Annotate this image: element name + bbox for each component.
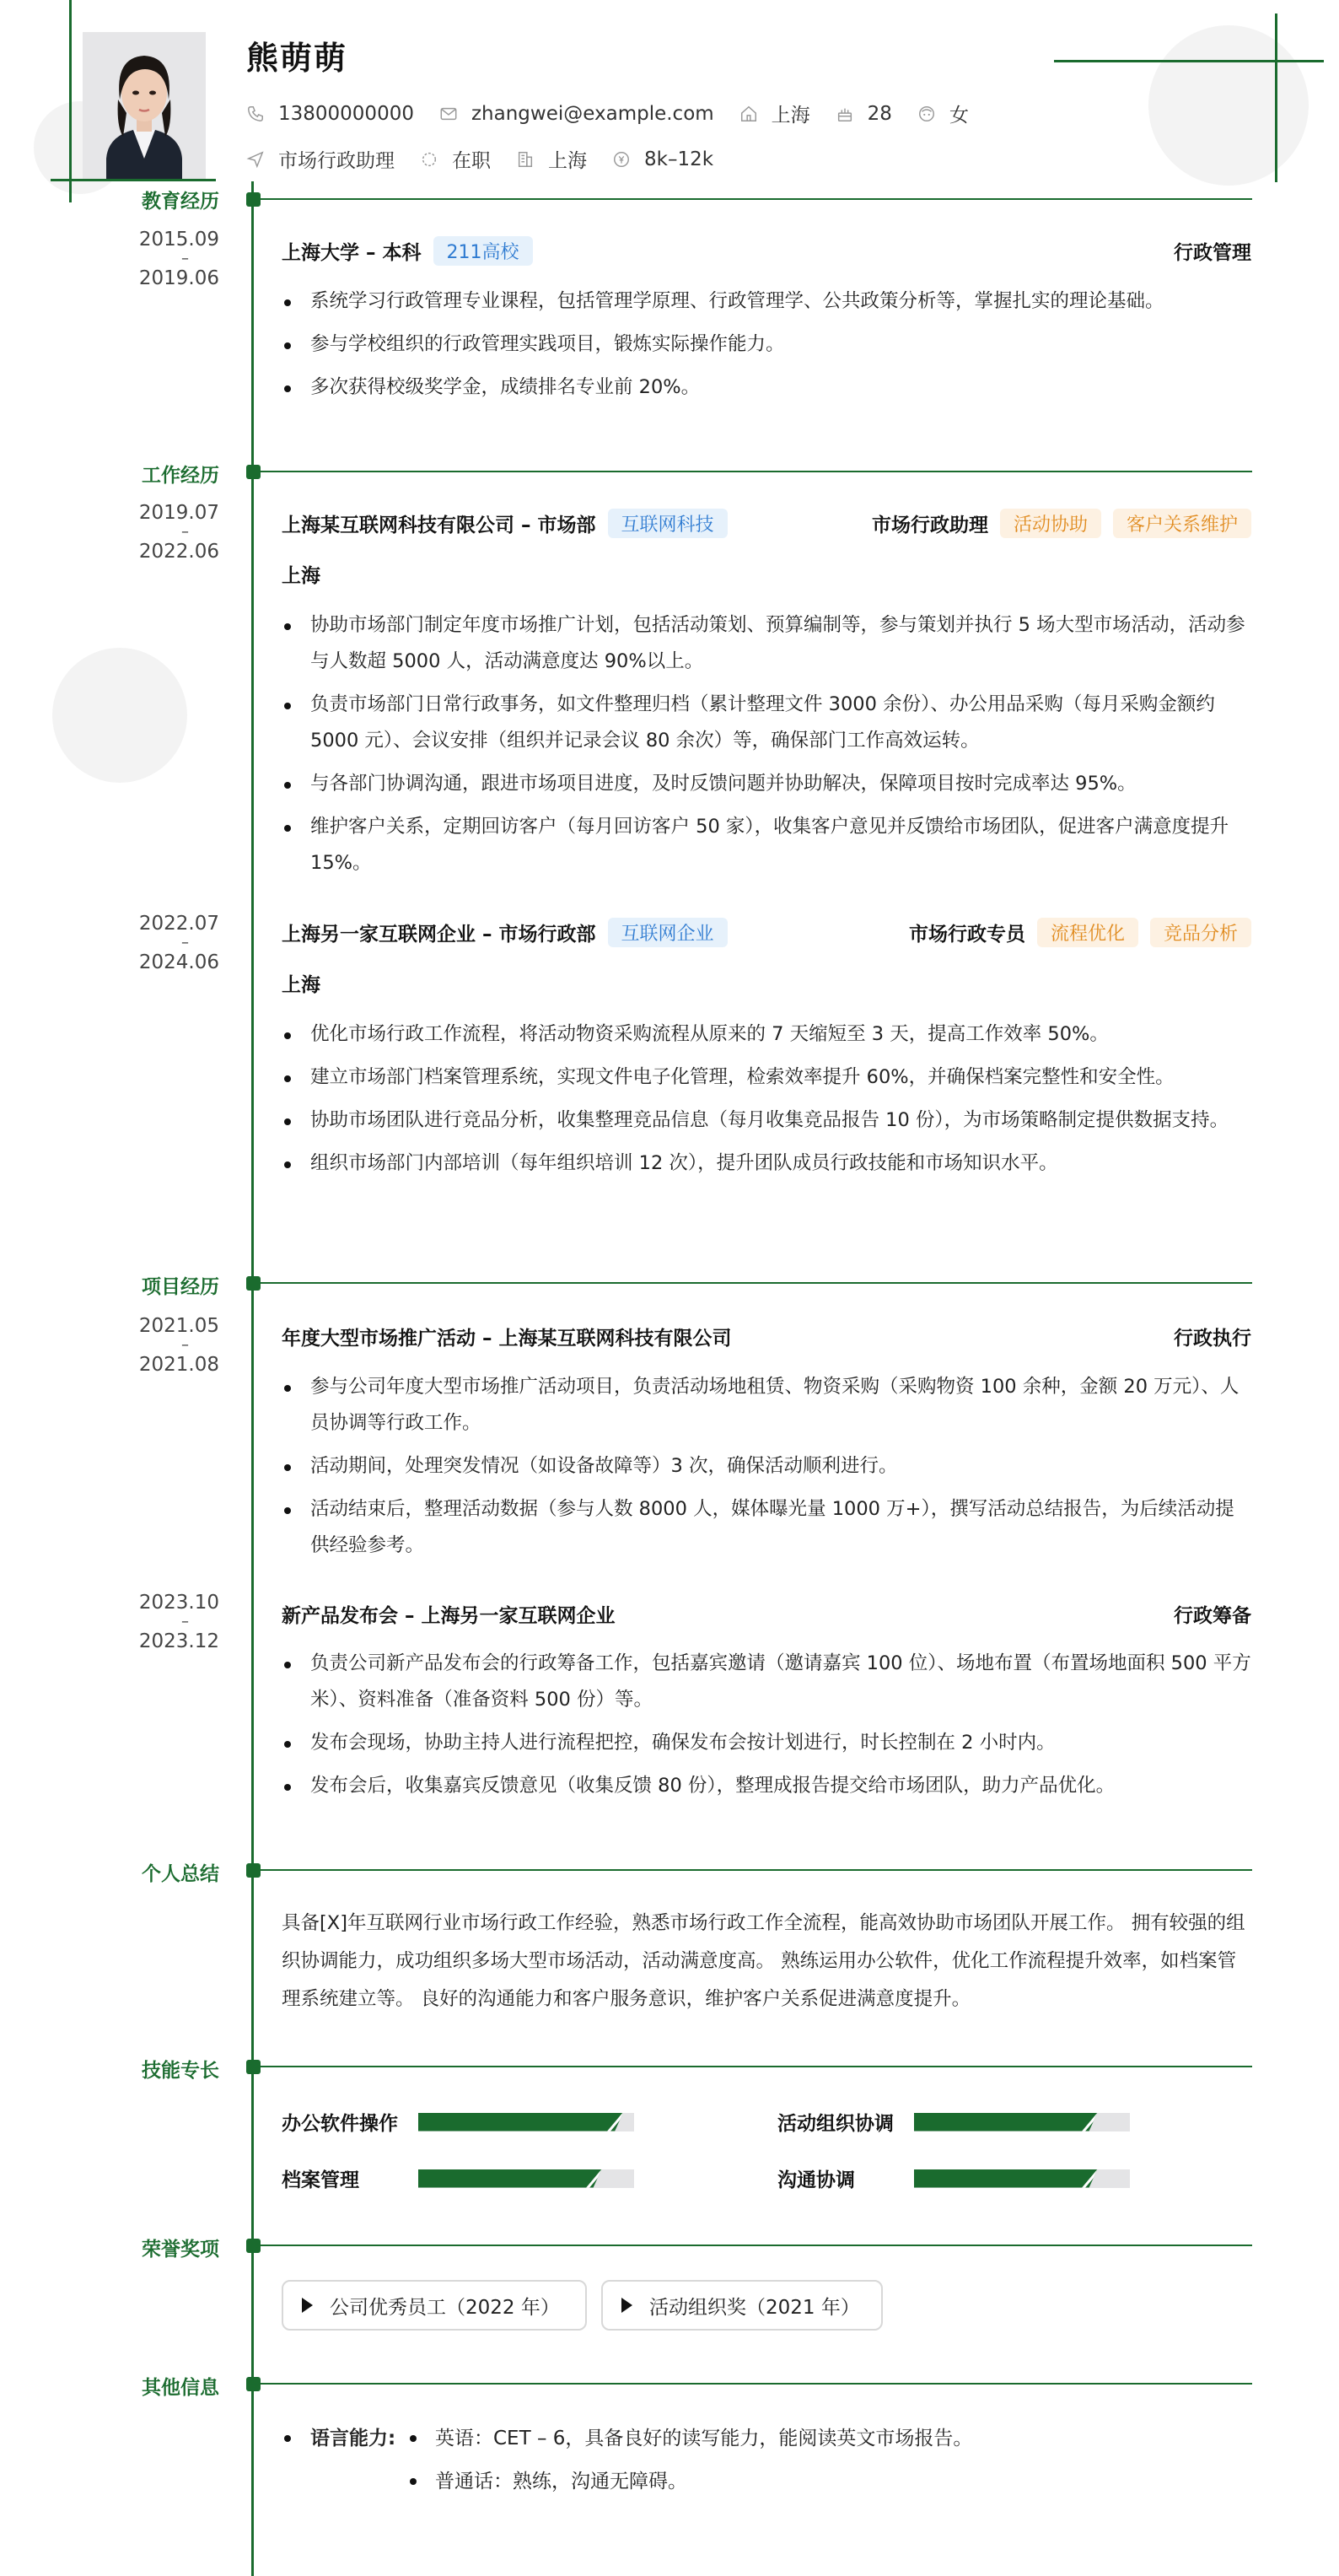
age-icon (836, 105, 854, 123)
list-item: 优化市场行政工作流程，将活动物资采购流程从原来的 7 天缩短至 3 天，提高工作效率 50%。 (282, 1016, 1251, 1053)
section-marker (246, 2377, 261, 2391)
email-text: zhangwei@example.com (471, 102, 714, 125)
edu-date (118, 229, 219, 288)
date-dash: – (181, 523, 189, 541)
profile-photo (83, 32, 206, 179)
play-icon (621, 2298, 632, 2313)
bullet-dot (410, 2435, 417, 2442)
section-title-honors: 荣誉奖项 (142, 2239, 219, 2261)
skill-name: 档案管理 (282, 2169, 359, 2191)
section-title-work: 工作经历 (142, 465, 219, 487)
list-item: 活动期间，处理突发情况（如设备故障等）3 次，确保活动顺利进行。 (282, 1448, 1251, 1485)
section-marker (246, 1863, 261, 1878)
company-name: 上海某互联网科技有限公司 – 市场部 (282, 514, 596, 536)
job-row (246, 145, 739, 173)
skill-name: 沟通协调 (777, 2169, 855, 2191)
work-2-header (282, 917, 1251, 947)
project-2-right (1174, 1600, 1251, 1628)
salary-item (612, 148, 713, 170)
section-title-education: 教育经历 (142, 191, 219, 213)
skill-tag: 流程优化 (1037, 918, 1138, 947)
job-role: 市场行政专员 (908, 923, 1025, 946)
skill-bar (914, 2169, 1130, 2188)
award-card (601, 2280, 883, 2331)
list-item: 发布会现场，协助主持人进行流程把控，确保发布会按计划进行，时长控制在 2 小时内。 (282, 1725, 1251, 1761)
work-2-start-date: 2022.07 (138, 913, 219, 935)
company-name: 上海另一家互联网企业 – 市场行政部 (282, 923, 596, 946)
language-item: 英语：CET – 6，具备良好的读写能力，能阅读英文市场报告。 (435, 2428, 973, 2449)
skill-bar-fill (418, 2169, 602, 2188)
section-divider (261, 2383, 1252, 2385)
skill-item (282, 2164, 634, 2192)
work-1-start-date: 2019.07 (138, 502, 219, 524)
list-item: 建立市场部门档案管理系统，实现文件电子化管理，检索效率提升 60%，并确保档案完整性和安全性。 (282, 1059, 1251, 1096)
work-2-right (909, 918, 1251, 947)
project-2-date (118, 1592, 219, 1652)
section-divider (261, 2066, 1252, 2067)
section-divider (261, 471, 1252, 472)
work-1-right (872, 509, 1251, 538)
status-item (420, 145, 491, 173)
send-icon (246, 150, 265, 169)
list-item: 参与公司年度大型市场推广活动项目，负责活动场地租赁、物资采购（采购物资 100 余种，金额 20 万元）、人员协调等行政工作。 (282, 1369, 1251, 1442)
project-1-header (282, 1321, 1251, 1351)
home-icon (739, 105, 758, 123)
salary-text: 8k–12k (644, 148, 714, 170)
edu-end-date: 2019.06 (138, 267, 219, 289)
date-dash: – (181, 934, 189, 951)
edu-header (282, 235, 1251, 266)
skill-bar (418, 2113, 634, 2131)
phone-item (246, 103, 414, 125)
project-2-start-date: 2023.10 (138, 1592, 219, 1614)
skill-bar (418, 2169, 634, 2188)
project-1-date (118, 1316, 219, 1375)
email-item (439, 103, 714, 125)
section-marker (246, 465, 261, 479)
work-2-bullets (282, 1016, 1251, 1188)
list-item: 负责公司新产品发布会的行政筹备工作，包括嘉宾邀请（邀请嘉宾 100 位）、场地布置（布置场地面积 500 平方米）、资料准备（准备资料 500 份）等。 (282, 1646, 1251, 1718)
section-divider (261, 2245, 1252, 2246)
status-icon (420, 150, 438, 169)
skill-bar-fill (914, 2113, 1098, 2131)
skill-tag: 竞品分析 (1150, 918, 1251, 947)
language-label: 语言能力: (310, 2428, 396, 2449)
section-marker (246, 192, 261, 207)
work-2-date (118, 913, 219, 973)
project-1-right (1174, 1323, 1251, 1350)
work-2-end-date: 2024.06 (138, 951, 219, 973)
work-1-date (118, 503, 219, 562)
age-text: 28 (867, 102, 892, 125)
gender-icon (917, 105, 936, 123)
award-text: 活动组织奖（2021 年） (649, 2296, 860, 2319)
phone-icon (246, 105, 265, 123)
project-name: 新产品发布会 – 上海另一家互联网企业 (282, 1604, 616, 1627)
skill-item (777, 2108, 1130, 2136)
bullet-dot (284, 2435, 291, 2442)
list-item: 活动结束后，整理活动数据（参与人数 8000 人，媒体曝光量 1000 万+），撰写活动总结报告，为后续活动提供经验参考。 (282, 1491, 1251, 1564)
list-item: 协助市场部门制定年度市场推广计划，包括活动策划、预算编制等，参与策划并执行 5 场大型市场活动，活动参与人数超 5000 人，活动满意度达 90%以上。 (282, 607, 1251, 680)
award-text: 公司优秀员工（2022 年） (330, 2296, 560, 2319)
section-marker (246, 2060, 261, 2074)
gender-item (917, 100, 969, 127)
list-item: 负责市场部门日常行政事务，如文件整理归档（累计整理文件 3000 余份）、办公用品采购（每月采购金额约 5000 元）、会议安排（组织并记录会议 80 余次）等，确保部门工作高效运转。 (282, 687, 1251, 759)
work-1-end-date: 2022.06 (138, 541, 219, 563)
section-divider (261, 1869, 1252, 1871)
building-icon (516, 150, 535, 169)
bullet-dot (410, 2478, 417, 2485)
edu-bullets (282, 283, 1251, 412)
project-1-bullets (282, 1369, 1251, 1571)
target-city-text: 上海 (548, 150, 587, 172)
list-item: 维护客户关系，定期回访客户（每月回访客户 50 家），收集客户意见并反馈给市场团队，促进客户满意度提升 15%。 (282, 809, 1251, 881)
job-role: 市场行政助理 (871, 514, 988, 536)
work-2-city: 上海 (282, 974, 320, 996)
date-dash: – (181, 250, 189, 267)
school-tag: 211高校 (433, 236, 533, 266)
age-item (836, 103, 892, 125)
section-divider (261, 1282, 1252, 1284)
play-icon (302, 2298, 313, 2313)
school-name: 上海大学 – 本科 (282, 241, 422, 264)
date-dash: – (181, 1336, 189, 1354)
gender-text: 女 (949, 105, 969, 127)
project-1-start-date: 2021.05 (138, 1315, 219, 1337)
section-title-summary: 个人总结 (142, 1863, 219, 1885)
language-item: 普通话：熟练，沟通无障碍。 (435, 2471, 687, 2492)
section-title-project: 项目经历 (142, 1276, 219, 1298)
list-item: 发布会后，收集嘉宾反馈意见（收集反馈 80 份），整理成报告提交给市场团队，助力产品优化。 (282, 1768, 1251, 1804)
list-item: 系统学习行政管理专业课程，包括管理学原理、行政管理学、公共政策分析等，掌握扎实的理论基础。 (282, 283, 1251, 320)
skill-bar-fill (914, 2169, 1098, 2188)
project-1-end-date: 2021.08 (138, 1354, 219, 1376)
list-item: 组织市场部门内部培训（每年组织培训 12 次），提升团队成员行政技能和市场知识水平。 (282, 1145, 1251, 1182)
list-item: 协助市场团队进行竞品分析，收集整理竞品信息（每月收集竞品报告 10 份），为市场策略制定提供数据支持。 (282, 1102, 1251, 1139)
work-1-header (282, 508, 1251, 538)
list-item: 与各部门协调沟通，跟进市场项目进度，及时反馈问题并协助解决，保障项目按时完成率达 95%。 (282, 766, 1251, 802)
skill-bar (914, 2113, 1130, 2131)
skill-tag: 活动协助 (1000, 509, 1101, 538)
work-1-bullets (282, 607, 1251, 888)
skill-tag: 客户关系维护 (1113, 509, 1251, 538)
award-card (282, 2280, 587, 2331)
industry-tag: 互联网企业 (608, 918, 728, 947)
list-item: 多次获得校级奖学金，成绩排名专业前 20%。 (282, 369, 1251, 406)
edu-start-date: 2015.09 (138, 229, 219, 251)
list-item: 参与学校组织的行政管理实践项目，锻炼实际操作能力。 (282, 326, 1251, 363)
job-title-item (246, 145, 395, 173)
section-marker (246, 2239, 261, 2253)
project-name: 年度大型市场推广活动 – 上海某互联网科技有限公司 (282, 1327, 732, 1350)
section-marker (246, 1276, 261, 1291)
skill-item (282, 2108, 634, 2136)
contact-row (246, 100, 994, 127)
summary-text: 具备[X]年互联网行业市场行政工作经验，熟悉市场行政工作全流程，能高效协助市场团队开展工作。 拥有较强的组织协调能力，成功组织多场大型市场活动，活动满意度高。 熟练运用办公软件，优化工作流程提升效率，如档案管理系统建立等。 良好的沟通能力和客户服务意识，维护客户关系促进满意度提升。 (282, 1912, 1245, 2010)
salary-icon (612, 150, 631, 169)
section-divider (261, 198, 1252, 200)
skill-bar-fill (418, 2113, 623, 2131)
skill-name: 活动组织协调 (777, 2113, 894, 2135)
skill-item (777, 2164, 1130, 2192)
location-item (739, 100, 810, 127)
project-2-header (282, 1598, 1251, 1629)
timeline-line (251, 181, 254, 2576)
phone-text: 13800000000 (278, 102, 414, 125)
decor-circle-top (1148, 25, 1309, 186)
major: 行政管理 (1174, 241, 1251, 264)
project-role: 行政筹备 (1174, 1604, 1251, 1627)
edu-right (1174, 237, 1251, 265)
decor-line-left-v (69, 0, 72, 202)
project-2-end-date: 2023.12 (138, 1630, 219, 1652)
work-1-city: 上海 (282, 565, 320, 587)
location-text: 上海 (771, 105, 810, 127)
decor-line-top-v (1275, 13, 1277, 182)
project-2-bullets (282, 1646, 1251, 1811)
mail-icon (439, 105, 458, 123)
industry-tag: 互联网科技 (608, 509, 728, 538)
decor-line-left-h (51, 179, 216, 181)
section-title-other: 其他信息 (142, 2377, 219, 2399)
project-role: 行政执行 (1174, 1327, 1251, 1350)
skill-name: 办公软件操作 (282, 2113, 398, 2135)
target-city-item (516, 145, 587, 173)
candidate-name: 熊萌萌 (246, 40, 348, 77)
job-title-text: 市场行政助理 (278, 150, 395, 172)
section-title-skills: 技能专长 (142, 2060, 219, 2082)
decor-line-top-h (1054, 60, 1324, 62)
decor-circle-left (52, 648, 187, 783)
date-dash: – (181, 1613, 189, 1630)
status-text: 在职 (452, 150, 491, 172)
